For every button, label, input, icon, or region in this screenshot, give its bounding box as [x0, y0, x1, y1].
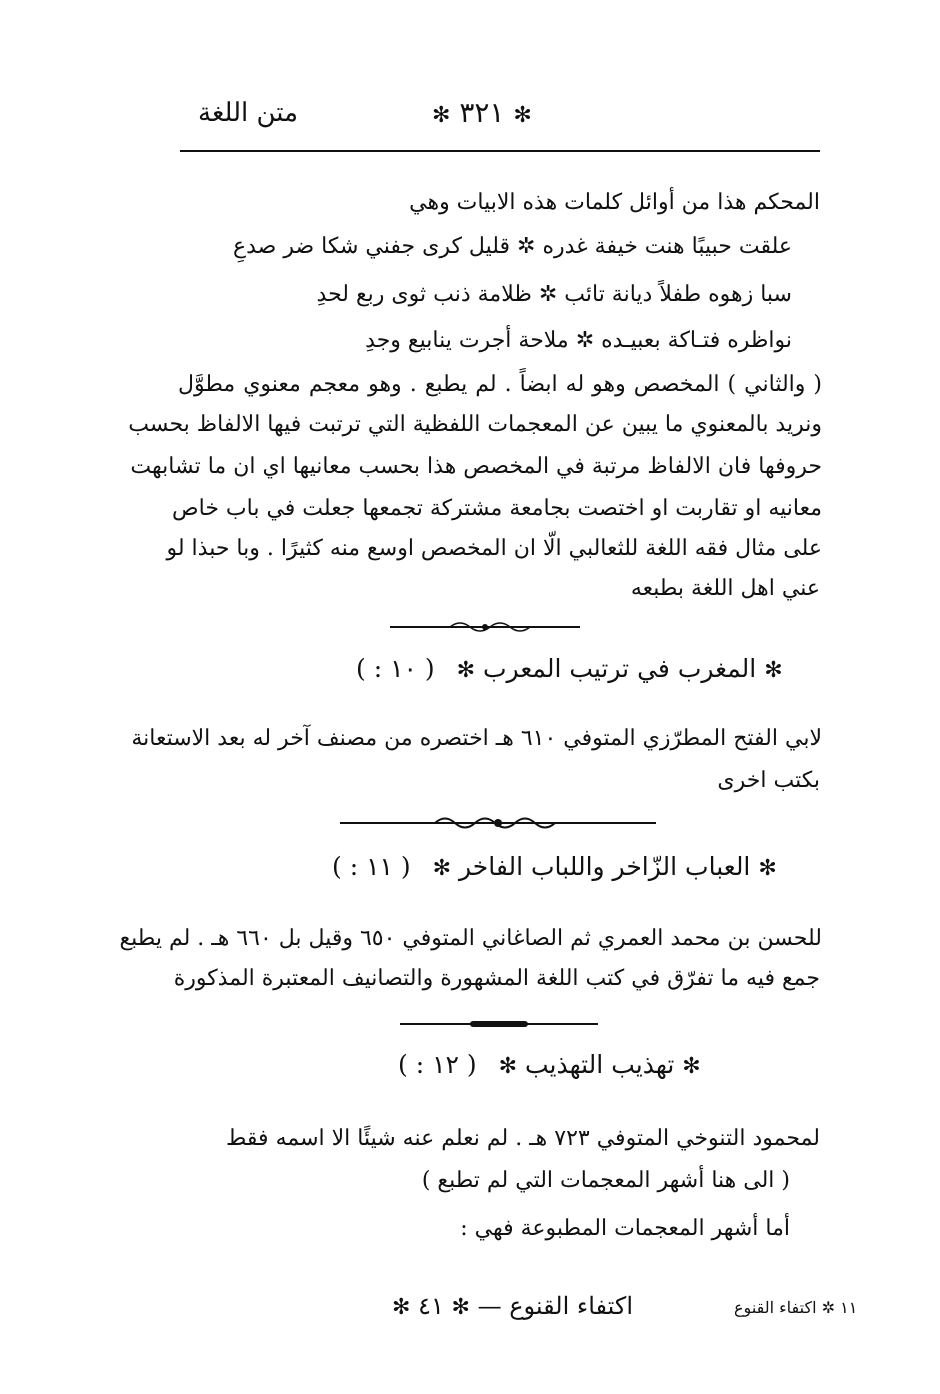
section-line: أما أشهر المعجمات المطبوعة فهي : — [460, 1216, 790, 1241]
paragraph-line: معانيه او تقاربت او اختصت بجامعة مشتركة تجمعها جعلت في باب خاص — [172, 496, 822, 521]
section-title: المغرب في ترتيب المعرب — [482, 654, 757, 683]
section-heading — [356, 654, 783, 683]
section-line: لمحمود التنوخي المتوفي ٧٢٣ هـ . لم نعلم عنه شيئًا الا اسمه فقط — [226, 1126, 820, 1151]
section-heading — [398, 1050, 701, 1079]
ornament-icon: ✻ — [758, 856, 777, 881]
footer-signature: ١١ ✲ اكتفاء القنوع — [734, 1298, 858, 1317]
section-number: ( ١٢ : ) — [398, 1050, 477, 1079]
section-number: ( ١١ : ) — [332, 852, 411, 881]
footer-title: اكتفاء القنوع — — [477, 1292, 633, 1320]
section-heading — [332, 852, 777, 881]
header-title: متن اللغة — [198, 98, 299, 128]
ornament-icon: ✻ — [764, 658, 783, 683]
verse-line: علقت حبيبًا هنت خيفة غدره ✲ قليل كرى جفني شكا ضر صدعِ — [232, 234, 792, 259]
section-number: ( ١٠ : ) — [356, 654, 435, 683]
ornament-icon: ✻ — [513, 103, 532, 128]
ornament-icon: ✻ — [682, 1054, 701, 1079]
ornament-icon: ✻ — [432, 856, 452, 881]
ornament-icon: ✻ — [432, 103, 451, 128]
header-page-number: ٣٢١ — [459, 96, 505, 129]
section-title: العباب الزّاخر واللباب الفاخر — [458, 852, 751, 881]
ornamental-divider — [340, 816, 656, 830]
section-title: تهذيب التهذيب — [524, 1050, 675, 1079]
header-rule — [180, 150, 820, 152]
paragraph-line: ( والثاني ) المخصص وهو له ابضاً . لم يطبع . وهو معجم معنوي مطوَّل — [178, 372, 822, 397]
section-line: لابي الفتح المطرّزي المتوفي ٦١٠ هـ اختصره من مصنف آخر له بعد الاستعانة — [131, 726, 822, 751]
ornamental-divider — [400, 1018, 598, 1030]
footer-title-group — [392, 1292, 633, 1320]
paragraph-line: على مثال فقه اللغة للثعالبي الّا ان المخصص اوسع منه كثيرًا . وبا حبذا لو — [166, 536, 822, 561]
paragraph-line: ونريد بالمعنوي ما يبين عن المعجمات اللفظية التي ترتبت فيها الالفاظ بحسب — [128, 412, 822, 437]
ornamental-divider — [390, 620, 580, 634]
ornament-icon: ✻ — [392, 1295, 411, 1320]
header-page-number-group — [432, 96, 532, 129]
section-line: ( الى هنا أشهر المعجمات التي لم تطبع ) — [421, 1168, 790, 1193]
ornament-icon: ✻ — [456, 658, 476, 683]
section-line: للحسن بن محمد العمري ثم الصاغاني المتوفي ٦٥٠ وقيل بل ٦٦٠ هـ . لم يطبع — [119, 926, 822, 951]
ornament-icon: ✻ — [498, 1054, 518, 1079]
paragraph-line: حروفها فان الالفاظ مرتبة في المخصص هذا بحسب معانيها اي ان ما تشابهت — [130, 454, 822, 479]
intro-line: المحكم هذا من أوائل كلمات هذه الابيات وهي — [409, 190, 820, 215]
verse-line: نواظره فتـاكة بعبيـده ✲ ملاحة أجرت ينابيع وجدِ — [365, 328, 792, 353]
verse-line: سبا زهوه طفلاً ديانة تائب ✲ ظلامة ذنب ثوى ربع لحدِ — [316, 282, 792, 307]
footer-number: ٤١ — [418, 1292, 444, 1320]
section-line: بكتب اخرى — [717, 768, 820, 793]
paragraph-line: عني اهل اللغة بطبعه — [630, 576, 820, 601]
ornament-icon: ✻ — [451, 1295, 470, 1320]
section-line: جمع فيه ما تفرّق في كتب اللغة المشهورة والتصانيف المعتبرة المذكورة — [173, 966, 820, 991]
